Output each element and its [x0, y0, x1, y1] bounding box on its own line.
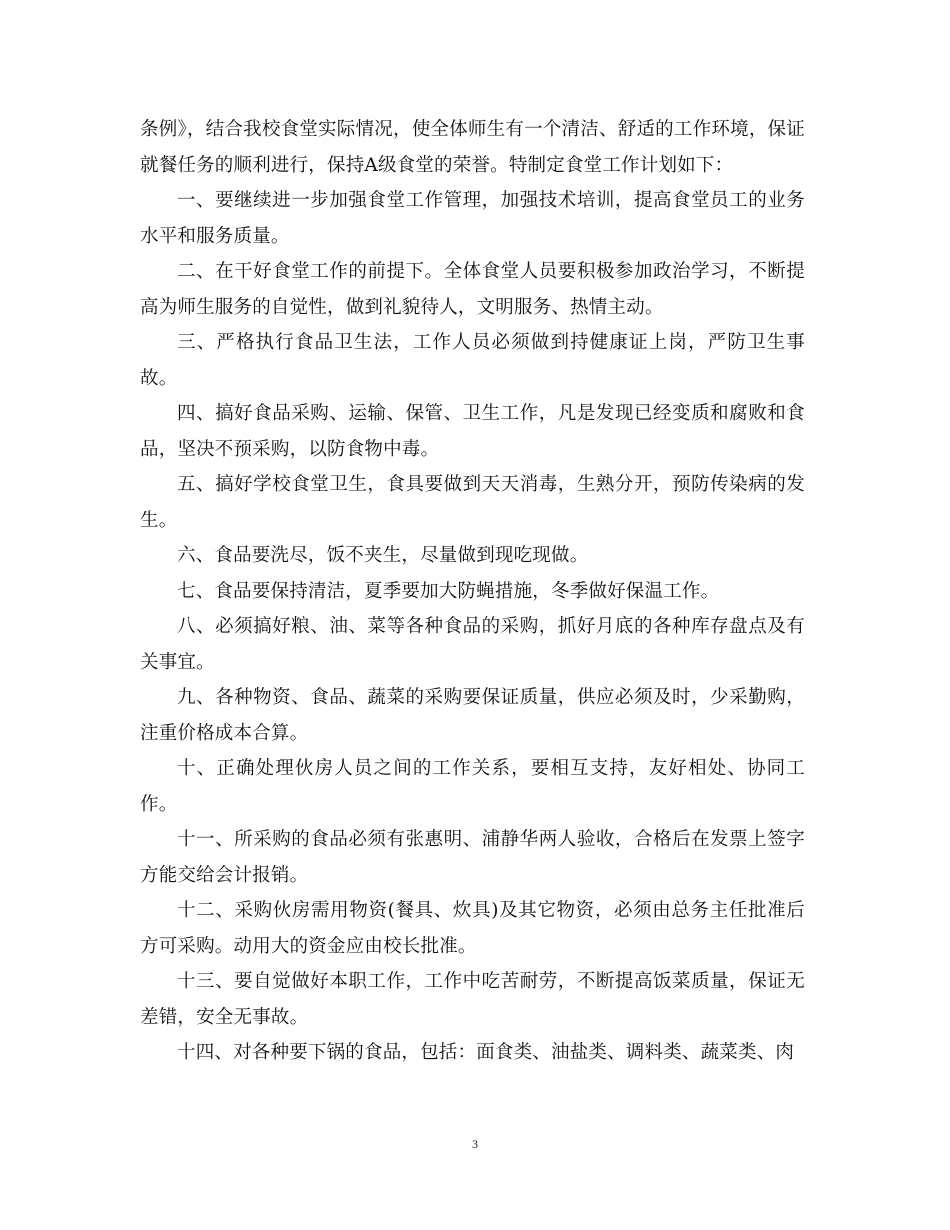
paragraph-14: 十三、要自觉做好本职工作，工作中吃苦耐劳，不断提高饭菜质量，保证无差错，安全无事故。: [140, 971, 805, 1028]
document-body: [140, 112, 805, 1071]
paragraph-13: 十二、采购伙房需用物资(餐具、炊具)及其它物资，必须由总务主任批准后方可采购。动用大的资金应由校长批准。: [140, 900, 805, 957]
paragraph-5: 四、搞好食品采购、运输、保管、卫生工作，凡是发现已经变质和腐败和食品，坚决不预采购，以防食物中毒。: [140, 403, 805, 460]
paragraph-3: 二、在干好食堂工作的前提下。全体食堂人员要积极参加政治学习，不断提高为师生服务的自觉性，做到礼貌待人，文明服务、热情主动。: [140, 261, 805, 318]
paragraph-2: 一、要继续进一步加强食堂工作管理，加强技术培训，提高食堂员工的业务水平和服务质量。: [140, 190, 805, 247]
paragraph-15: 十四、对各种要下锅的食品，包括：面食类、油盐类、调料类、蔬菜类、肉: [177, 1042, 795, 1063]
paragraph-7: 六、食品要洗尽，饭不夹生，尽量做到现吃现做。: [177, 545, 589, 566]
paragraph-10: 九、各种物资、食品、蔬菜的采购要保证质量，供应必须及时，少采勤购，注重价格成本合算。: [140, 687, 805, 744]
paragraph-12: 十一、所采购的食品必须有张惠明、浦静华两人验收，合格后在发票上签字方能交给会计报销。: [140, 829, 805, 886]
paragraph-11: 十、正确处理伙房人员之间的工作关系，要相互支持，友好相处、协同工作。: [140, 758, 805, 815]
paragraph-6: 五、搞好学校食堂卫生，食具要做到天天消毒，生熟分开，预防传染病的发生。: [140, 474, 805, 531]
paragraph-4: 三、严格执行食品卫生法，工作人员必须做到持健康证上岗，严防卫生事故。: [140, 332, 805, 389]
paragraph-1: 条例》，结合我校食堂实际情况，使全体师生有一个清洁、舒适的工作环境，保证就餐任务的顺利进行，保持A级食堂的荣誉。特制定食堂工作计划如下：: [140, 119, 805, 176]
page-number: 3: [472, 1137, 478, 1151]
paragraph-9: 八、必须搞好粮、油、菜等各种食品的采购，抓好月底的各种库存盘点及有关事宜。: [140, 616, 805, 673]
paragraph-8: 七、食品要保持清洁，夏季要加大防蝇措施，冬季做好保温工作。: [177, 580, 720, 602]
